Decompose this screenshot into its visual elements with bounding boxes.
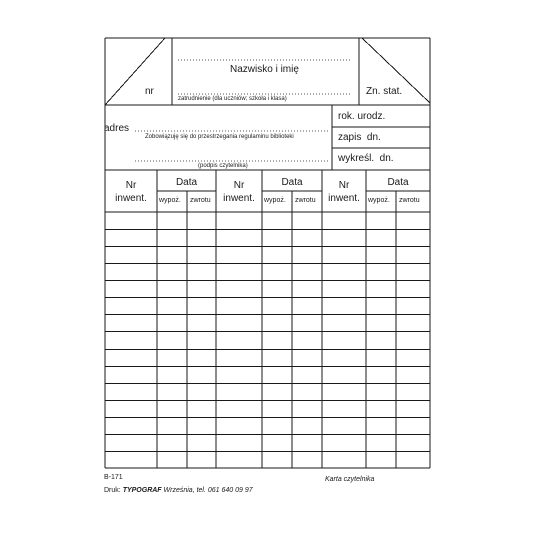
nr-label: nr <box>145 86 154 97</box>
enrolment-date-label: zapis dn. <box>338 132 381 143</box>
wypoz-label-g1: wypoż. <box>159 197 181 204</box>
zwrotu-label-g1: zwrotu <box>190 197 211 204</box>
signature-label: (podpis czytelnika) <box>198 163 248 169</box>
birth-year-label: rok. urodz. <box>338 111 386 122</box>
nr-diagonal <box>105 38 165 105</box>
nr-label-g3: Nr <box>338 180 350 191</box>
nr-label-g2: Nr <box>233 180 245 191</box>
data-label-g3: Data <box>387 177 409 188</box>
stat-label: Zn. stat. <box>366 86 403 97</box>
address-label: adres <box>104 123 130 134</box>
data-label-g2: Data <box>281 177 303 188</box>
card-title: Karta czytelnika <box>325 476 375 483</box>
employment-label: zatrudnienie (dla uczniów; szkoła i klasa) <box>178 96 287 102</box>
printer-name: TYPOGRAF <box>122 487 162 494</box>
wypoz-label-g2: wypoż. <box>264 197 286 204</box>
zwrotu-label-g3: zwrotu <box>399 197 420 204</box>
data-label-g1: Data <box>175 177 198 188</box>
pledge-text: Zobowiązuję się do przestrzegania regulaminu biblioteki <box>145 134 294 140</box>
removal-date-label: wykreśl. dn. <box>338 153 394 164</box>
inwent-label-g3: inwent. <box>328 193 360 204</box>
printer-prefix: Druk: <box>104 487 121 494</box>
form-code: B-171 <box>104 474 123 481</box>
printer-details: Września, tel. 061 640 09 97 <box>163 487 253 494</box>
inwent-label-g1: inwent. <box>115 193 147 204</box>
nr-label-g1: Nr <box>125 180 137 191</box>
zwrotu-label-g2: zwrotu <box>295 197 316 204</box>
inwent-label-g2: inwent. <box>223 193 255 204</box>
name-label: Nazwisko i imię <box>230 64 299 75</box>
wypoz-label-g3: wypoż. <box>368 197 390 204</box>
printer-line <box>104 487 253 494</box>
